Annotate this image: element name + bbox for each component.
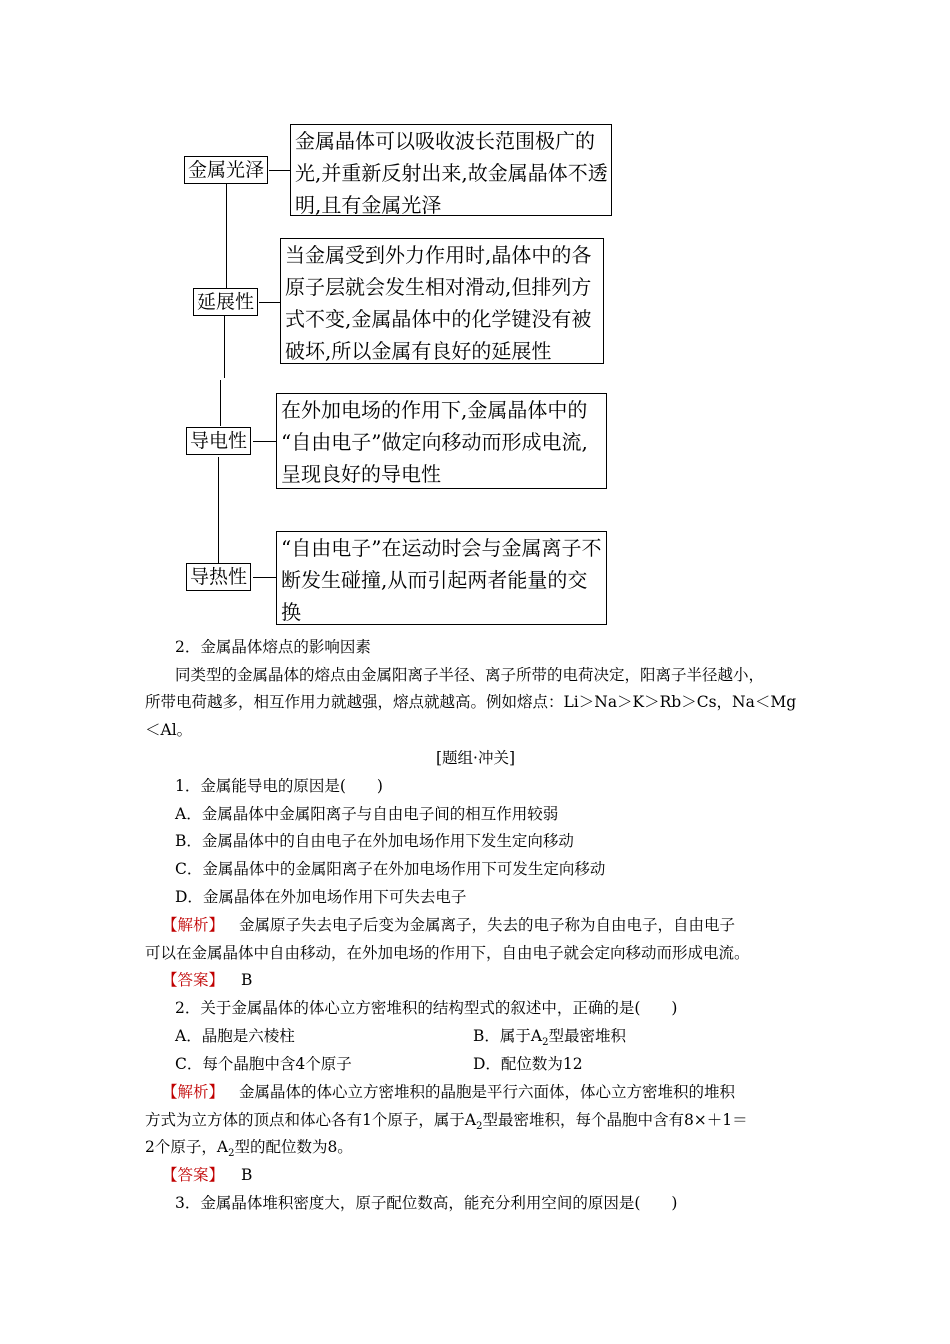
analysis-tag: 【解析】 xyxy=(162,1083,225,1101)
spine-line-3 xyxy=(220,380,221,426)
analysis-text-end: 型的配位数为8。 xyxy=(234,1138,353,1156)
node-text-line: 在外加电场的作用下,金属晶体中的 xyxy=(281,398,588,422)
answer-tag: 【答案】 xyxy=(162,1166,225,1184)
option-b-subscript: 2 xyxy=(542,1037,549,1049)
answer-value: B xyxy=(240,1166,253,1184)
connector-ductility xyxy=(259,302,281,303)
analysis-text: 金属原子失去电子后变为金属离子，失去的电子称为自由电子，自由电子 xyxy=(238,916,735,934)
question-stem: 3．金属晶体堆积密度大，原子配位数高，能充分利用空间的原因是( ) xyxy=(175,1194,678,1212)
analysis-line xyxy=(145,1110,748,1137)
analysis-line xyxy=(162,915,735,935)
group-heading: [题组·冲关] xyxy=(436,749,516,767)
section-title: 2．金属晶体熔点的影响因素 xyxy=(175,638,371,656)
question-option xyxy=(473,1026,626,1053)
analysis-subscript: 2 xyxy=(476,1121,483,1133)
question-option: C．金属晶体中的金属阳离子在外加电场作用下可发生定向移动 xyxy=(175,860,606,878)
spine-line-4 xyxy=(218,457,219,563)
node-text-line: 金属晶体可以吸收波长范围极广的 xyxy=(295,129,595,153)
question-option: B．金属晶体中的自由电子在外加电场作用下发生定向移动 xyxy=(175,832,574,850)
question-option: A．晶胞是六棱柱 xyxy=(175,1027,295,1045)
paragraph-line: 同类型的金属晶体的熔点由金属阳离子半径、离子所带的电荷决定，阳离子半径越小， xyxy=(175,666,765,684)
node-box-thermal xyxy=(276,531,607,625)
analysis-text: 2个原子，A xyxy=(145,1138,229,1156)
question-stem: 2．关于金属晶体的体心立方密堆积的结构型式的叙述中，正确的是( ) xyxy=(175,999,678,1017)
question-option: A．金属晶体中金属阳离子与自由电子间的相互作用较弱 xyxy=(175,805,559,823)
analysis-line xyxy=(145,1137,353,1164)
connector-thermal xyxy=(253,577,277,578)
answer-value: B xyxy=(240,971,253,989)
option-b-text: B．属于A xyxy=(473,1027,543,1045)
analysis-line: 可以在金属晶体中自由移动，在外加电场的作用下，自由电子就会定向移动而形成电流。 xyxy=(145,944,750,962)
node-box-ductility xyxy=(280,238,604,364)
node-box-conductivity xyxy=(276,393,607,489)
node-text-line: 断发生碰撞,从而引起两者能量的交 xyxy=(281,568,588,592)
node-text-line: 呈现良好的导电性 xyxy=(281,462,441,486)
question-option: D．配位数为12 xyxy=(473,1055,583,1073)
node-text-line: 破坏,所以金属有良好的延展性 xyxy=(285,339,552,363)
node-text-line: 光,并重新反射出来,故金属晶体不透 xyxy=(295,161,608,185)
question-stem: 1．金属能导电的原因是( ) xyxy=(175,777,383,795)
analysis-tag: 【解析】 xyxy=(162,916,225,934)
connector-conductivity xyxy=(253,441,277,442)
node-text-line: 明,且有金属光泽 xyxy=(295,193,442,217)
paragraph-line: ＜Al。 xyxy=(145,721,193,739)
node-text-line: 原子层就会发生相对滑动,但排列方 xyxy=(285,275,592,299)
node-text-line: 式不变,金属晶体中的化学键没有被 xyxy=(285,307,592,331)
spine-line-1 xyxy=(226,184,227,288)
question-option: C．每个晶胞中含4个原子 xyxy=(175,1055,352,1073)
analysis-text: 金属晶体的体心立方密堆积的晶胞是平行六面体，体心立方密堆积的堆积 xyxy=(238,1083,735,1101)
node-label-luster: 金属光泽 xyxy=(184,156,268,184)
node-box-luster xyxy=(290,124,612,216)
analysis-text: 方式为立方体的顶点和体心各有1个原子，属于A xyxy=(145,1111,477,1129)
answer-tag: 【答案】 xyxy=(162,971,225,989)
analysis-text-end: 型最密堆积，每个晶胞中含有8×＋1＝ xyxy=(482,1111,748,1129)
node-text-line: 换 xyxy=(281,600,301,624)
analysis-subscript: 2 xyxy=(228,1148,235,1160)
connector-luster xyxy=(269,170,291,171)
node-text-line: “自由电子”在运动时会与金属离子不 xyxy=(281,536,602,560)
node-text-line: “自由电子”做定向移动而形成电流, xyxy=(281,430,588,454)
node-label-ductility: 延展性 xyxy=(193,288,258,316)
question-option: D．金属晶体在外加电场作用下可失去电子 xyxy=(175,888,467,906)
node-text-line: 当金属受到外力作用时,晶体中的各 xyxy=(285,243,592,267)
node-label-conductivity: 导电性 xyxy=(186,427,251,455)
answer-line xyxy=(162,1165,252,1185)
spine-line-2 xyxy=(224,316,225,378)
node-label-thermal: 导热性 xyxy=(186,563,251,591)
analysis-line xyxy=(162,1082,735,1102)
option-b-text-end: 型最密堆积 xyxy=(548,1027,626,1045)
paragraph-line: 所带电荷越多，相互作用力就越强，熔点就越高。例如熔点：Li＞Na＞K＞Rb＞Cs，Na＜Mg xyxy=(145,693,797,711)
answer-line xyxy=(162,970,252,990)
